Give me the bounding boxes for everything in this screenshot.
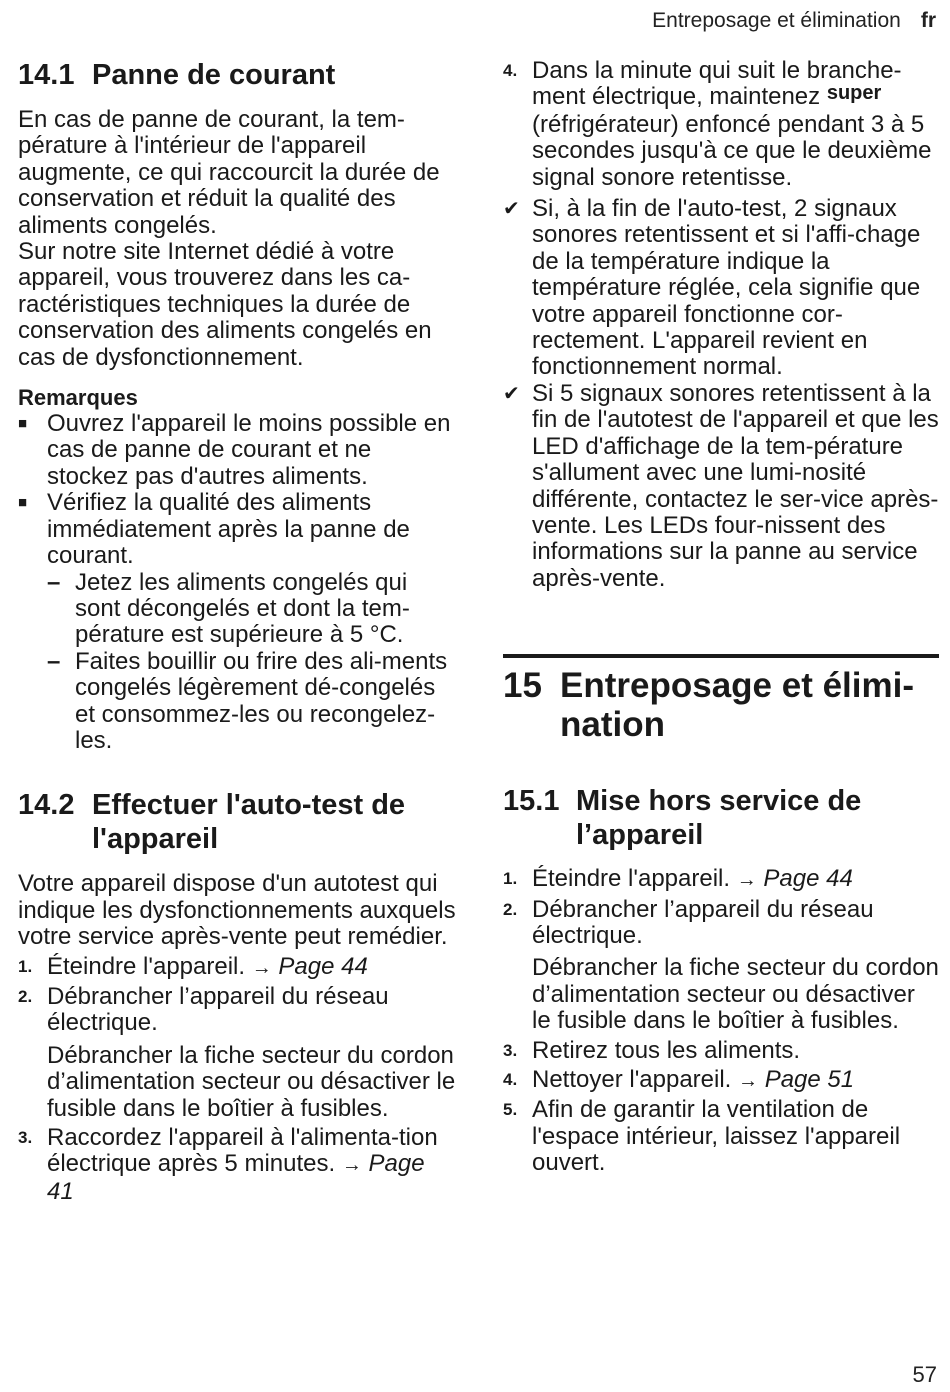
section-number: 14.1 — [18, 59, 75, 91]
step-text: Raccordez l'appareil à l'alimenta-tion électrique après 5 minutes. — [47, 1124, 438, 1178]
result-text: Si, à la fin de l'auto-test, 2 signaux sonores retentissent et si l'affi-chage de la température indique la température réglée, cela signifie que votre appareil fonctionne cor-rectement. L'appareil revient en fonctionnement normal. — [532, 195, 921, 381]
dash-bullet-icon: – — [47, 647, 61, 675]
remark-text: Vérifiez la qualité des aliments immédiatement après la panne de courant. — [47, 489, 410, 570]
page-number: 57 — [912, 1362, 937, 1387]
page-reference-link[interactable]: Page 41 — [47, 1150, 425, 1205]
step-number: 4. — [503, 61, 518, 80]
step-5 — [503, 1097, 939, 1176]
square-bullet-icon: ■ — [18, 415, 28, 433]
step-number: 4. — [503, 1069, 518, 1089]
check-icon: ✔ — [503, 198, 520, 221]
section-15-1-heading — [503, 784, 939, 852]
step-number: 3. — [503, 1040, 518, 1060]
section-number: 15.1 — [503, 785, 560, 818]
step-text: Retirez tous les aliments. — [532, 1036, 801, 1064]
step-text: Afin de garantir la ventilation de l'espace intérieur, laissez l'appareil ouvert. — [532, 1096, 901, 1177]
header-title: Entreposage et élimination — [652, 9, 901, 32]
step-subtext: Débrancher la fiche secteur du cordon d’alimentation secteur ou désactiver le fusible dans le boîtier à fusibles. — [47, 1041, 456, 1122]
section-title: Panne de courant — [92, 59, 336, 91]
arrow-right-icon: → — [341, 1154, 362, 1177]
result-item — [503, 196, 939, 381]
step-number: 1. — [503, 869, 518, 889]
chapter-15-heading — [503, 666, 939, 744]
step-text: Dans la minute qui suit le branche-ment électrique, maintenez — [532, 57, 902, 111]
page-reference-link[interactable]: Page 44 — [278, 952, 368, 980]
paragraph-autotest-intro: Votre appareil dispose d'un autotest qui indique les dysfonctionnements auxquels votre service après-vente peut remédier. — [18, 870, 456, 951]
list-item — [18, 411, 456, 490]
section-title: Mise hors service de l’appareil — [576, 785, 862, 852]
paragraph-website-info: Sur notre site Internet dédié à votre appareil, vous trouverez dans les ca-ractéristiques techniques la durée de conservation des aliments congelés en cas de dysfonctionnement. — [18, 238, 432, 371]
left-column — [18, 58, 456, 1205]
step-1 — [503, 866, 939, 893]
paragraph-power-failure: En cas de panne de courant, la tem-pérature à l'intérieur de l'appareil augmente, ce qui raccourcit la durée de conservation et réduit la qualité des aliments congelés. — [18, 106, 440, 239]
arrow-right-icon: → — [251, 956, 272, 979]
section-15-1 — [503, 784, 939, 1176]
section-14-2-heading — [18, 788, 456, 856]
list-item — [47, 649, 456, 755]
result-item — [503, 381, 939, 592]
page-reference-link[interactable]: Page 44 — [763, 865, 853, 893]
step-1 — [18, 954, 456, 981]
list-item — [47, 570, 456, 649]
square-bullet-icon: ■ — [18, 494, 28, 512]
step-2 — [503, 897, 939, 1035]
step-text: Nettoyer l'appareil. — [532, 1065, 732, 1093]
section-14-2 — [18, 788, 456, 1205]
arrow-right-icon: → — [738, 1069, 759, 1092]
step-text: Débrancher l’appareil du réseau électrique. — [532, 895, 874, 949]
language-code: fr — [920, 9, 936, 32]
chapter-divider — [503, 654, 939, 658]
super-key-label: super — [826, 82, 882, 105]
dash-bullet-icon: – — [47, 568, 61, 596]
remark-text: Ouvrez l'appareil le moins possible en cas de panne de courant et ne stockez pas d'autres aliments. — [47, 410, 451, 490]
page-reference-link[interactable]: Page 51 — [764, 1065, 855, 1093]
chapter-number: 15 — [503, 666, 542, 706]
step-2 — [18, 984, 456, 1122]
step-text: Éteindre l'appareil. — [47, 952, 246, 980]
step-3 — [18, 1125, 456, 1205]
chapter-title: Entreposage et élimi-nation — [560, 666, 914, 745]
result-text: Si 5 signaux sonores retentissent à la fin de l'autotest de l'appareil et que les LED d'affichage de la tem-pérature s'allument avec une lumi-nosité différente, contactez le ser-vice après-vente. Les LEDs four-nissent des informations sur la panne au service après-vente. — [532, 379, 939, 592]
page-header — [652, 9, 936, 33]
step-number: 2. — [18, 986, 33, 1006]
step-4 — [503, 1067, 939, 1094]
step-number: 2. — [503, 899, 518, 919]
step-3 — [503, 1038, 939, 1064]
check-icon: ✔ — [503, 382, 520, 405]
remarks-heading: Remarques — [18, 385, 138, 411]
arrow-right-icon: → — [736, 869, 757, 892]
list-item — [18, 490, 456, 754]
step-subtext: Débrancher la fiche secteur du cordon d’alimentation secteur ou désactiver le fusible dans le boîtier à fusibles. — [532, 954, 939, 1035]
step-number: 3. — [18, 1128, 33, 1147]
step-text: Débrancher l’appareil du réseau électrique. — [47, 982, 389, 1037]
remark-subitem: Faites bouillir ou frire des ali-ments congelés légèrement dé-congelés et consommez-les ou recongelez-les. — [75, 647, 448, 754]
section-title: Effectuer l'auto-test de l'appareil — [92, 789, 406, 856]
remark-subitem: Jetez les aliments congelés qui sont décongelés et dont la tem-pérature est supérieure à 5 °C. — [75, 568, 410, 649]
step-4 — [503, 58, 939, 191]
section-14-1 — [18, 58, 456, 754]
section-14-1-heading — [18, 58, 456, 92]
chapter-15 — [503, 666, 939, 744]
right-column — [503, 58, 939, 1177]
step-number: 1. — [18, 956, 33, 976]
step-text: Éteindre l'appareil. — [532, 865, 731, 893]
section-number: 14.2 — [18, 789, 75, 822]
step-number: 5. — [503, 1100, 518, 1120]
step-text-continued: (réfrigérateur) enfoncé pendant 3 à 5 secondes jusqu'à ce que le deuxième signal sonore retentisse. — [532, 110, 932, 191]
